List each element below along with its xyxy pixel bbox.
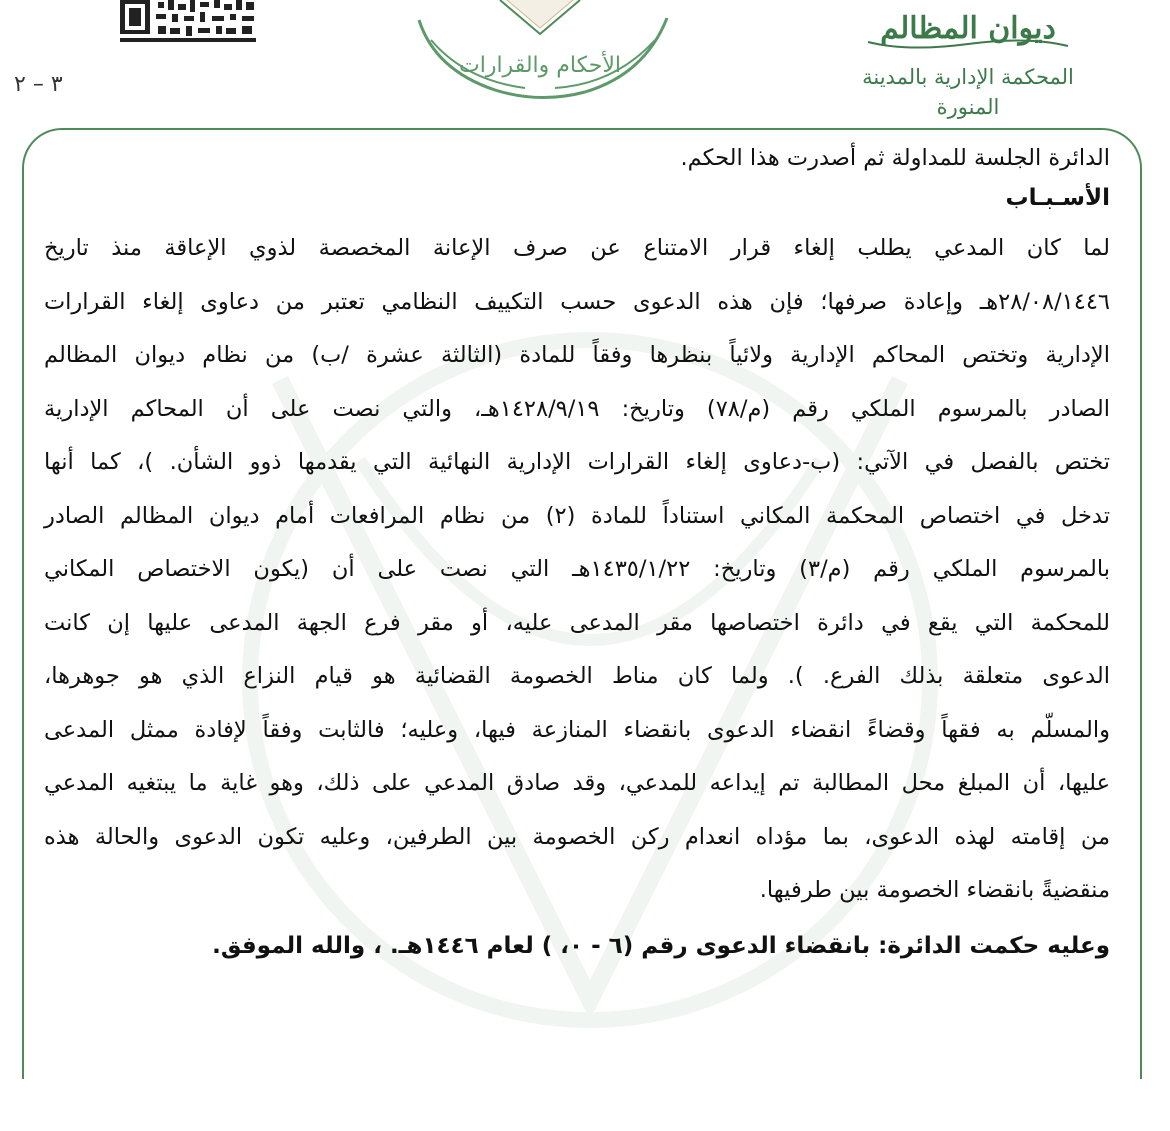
court-logo xyxy=(848,0,1088,62)
body-line: الصادر بالمرسوم الملكي رقم (م/٧٨) وتاريخ: ١٤٢٨/٩/١٩هـ، والتي نصت على أن المحاكم الإدارية xyxy=(44,395,1110,422)
verdict-line: وعليه حكمت الدائرة: بانقضاء الدعوى رقم (٦ - ٠، ) لعام ١٤٤٦هـ. ، والله الموفق. xyxy=(212,932,1110,959)
page-number: ٣ – ٢ xyxy=(14,72,63,97)
body-line: تختص بالفصل في الآتي: (ب-دعاوى إلغاء القرارات الإدارية النهائية التي يقدمها ذوو الشأن. )، كما أنها xyxy=(44,449,1110,475)
court-logo-text: ديوان المظالم xyxy=(880,11,1056,46)
body-line: تدخل في اختصاص المحكمة المكاني استناداً للمادة (٢) من نظام المرافعات أمام ديوان المظالم الصادر xyxy=(44,502,1110,529)
section-heading: الأسـبـاب xyxy=(1005,185,1110,211)
body-line: الدعوى متعلقة بذلك الفرع. ). ولما كان مناط الخصومة القضائية هو قيام النزاع الذي هو جوهرها، xyxy=(44,663,1110,689)
body-line: للمحكمة التي يقع في دائرة اختصاصها مقر المدعى عليه، أو مقر فرع الجهة المدعى عليها إن كانت xyxy=(44,609,1110,636)
document-body xyxy=(44,138,1110,973)
court-name xyxy=(848,0,1088,122)
emblem-text: الأحكام والقرارات xyxy=(459,53,621,78)
qr-code xyxy=(118,0,258,42)
body-line: لما كان المدعي يطلب إلغاء قرار الامتناع عن صرف الإعانة المخصصة لذوي الإعاقة منذ تاريخ xyxy=(44,235,1110,261)
court-name-line2: المنورة xyxy=(936,95,1000,119)
body-line: من إقامته لهذه الدعوى، بما مؤداه انعدام ركن الخصومة بين الطرفين، وعليه تكون الدعوى والحالة هذه xyxy=(44,823,1110,850)
body-line: والمسلّم به فقهاً وقضاءً انقضاء الدعوى بانقضاء المنازعة فيها، وعليه؛ فالثابت وفقاً لإفادة ممثل المدعى xyxy=(44,716,1110,743)
body-line: منقضيةً بانقضاء الخصومة بين طرفيها. xyxy=(759,877,1110,903)
court-name-line1: المحكمة الإدارية بالمدينة xyxy=(862,65,1074,89)
body-line: ٢٨/٠٨/١٤٤٦هـ وإعادة صرفها؛ فإن هذه الدعوى حسب التكييف النظامي تعتبر من دعاوى إلغاء القرارات xyxy=(44,288,1110,315)
body-line: عليها، أن المبلغ محل المطالبة تم إيداعه للمدعي، وقد صادق المدعي على ذلك، وهو غاية ما يبتغيه المدعي xyxy=(44,770,1110,796)
emblem-logo xyxy=(405,0,675,120)
body-line: الإدارية وتختص المحاكم الإدارية ولائياً بنظرها وفقاً للمادة (الثالثة عشرة /ب) من نظام ديوان المظالم xyxy=(44,342,1110,368)
intro-line: الدائرة الجلسة للمداولة ثم أصدرت هذا الحكم. xyxy=(680,145,1110,171)
body-line: بالمرسوم الملكي رقم (م/٣) وتاريخ: ١٤٣٥/١/٢٢هـ التي نصت على أن (يكون الاختصاص المكاني xyxy=(44,556,1110,582)
